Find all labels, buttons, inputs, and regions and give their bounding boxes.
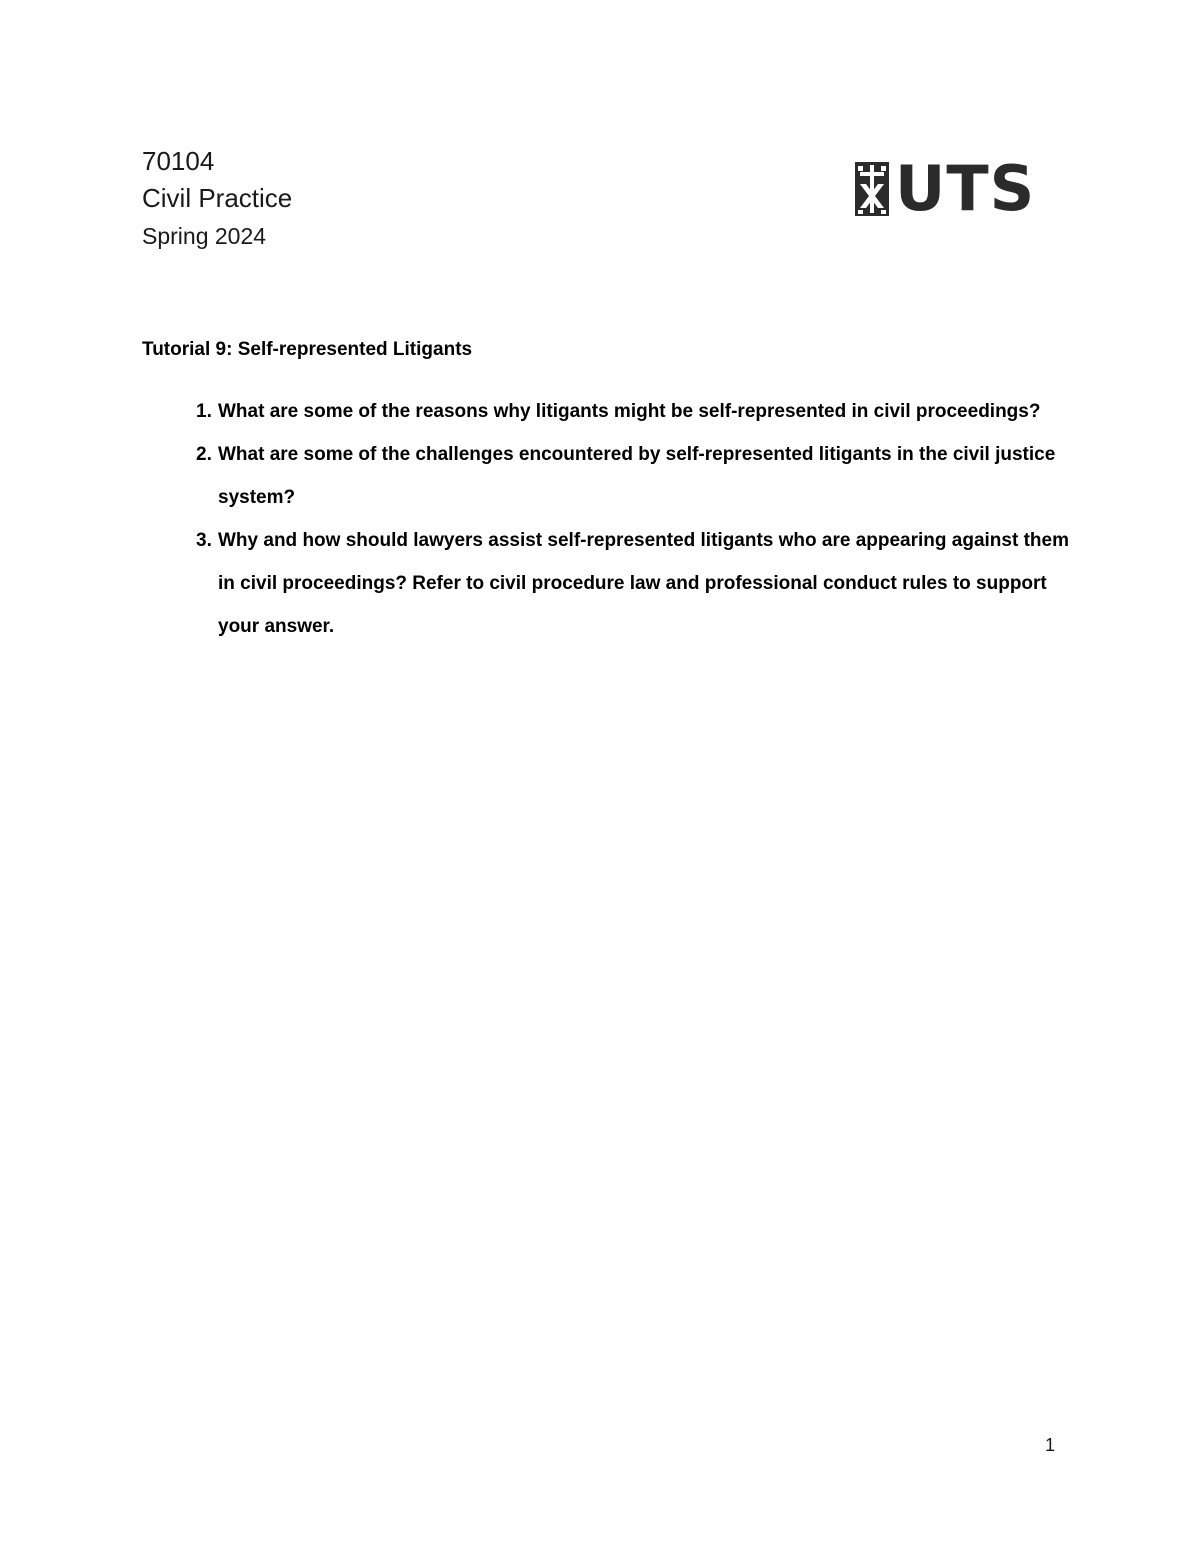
uts-logo-text: UTS xyxy=(895,152,1036,225)
uts-logo xyxy=(855,152,1036,225)
question-item xyxy=(142,433,1072,519)
question-number: 2. xyxy=(196,444,212,465)
course-name: Civil Practice xyxy=(142,183,293,213)
question-list xyxy=(142,390,1072,648)
question-number: 3. xyxy=(196,530,212,551)
question-text: What are some of the reasons why litigants might be self-represented in civil proceedings? xyxy=(218,401,1041,422)
question-text: Why and how should lawyers assist self-represented litigants who are appearing against them in civil proceedings? Refer to civil procedure law and professional conduct rules to support your answer. xyxy=(218,530,1069,637)
course-header xyxy=(142,143,292,255)
course-term: Spring 2024 xyxy=(142,223,267,249)
question-item xyxy=(142,390,1072,433)
page-number: 1 xyxy=(1045,1435,1056,1455)
uts-crest-icon xyxy=(855,162,889,216)
tutorial-title: Tutorial 9: Self-represented Litigants xyxy=(142,339,473,360)
question-text: What are some of the challenges encountered by self-represented litigants in the civil justice system? xyxy=(218,444,1056,508)
course-code: 70104 xyxy=(142,146,215,176)
question-number: 1. xyxy=(196,401,212,422)
question-item xyxy=(142,519,1072,648)
